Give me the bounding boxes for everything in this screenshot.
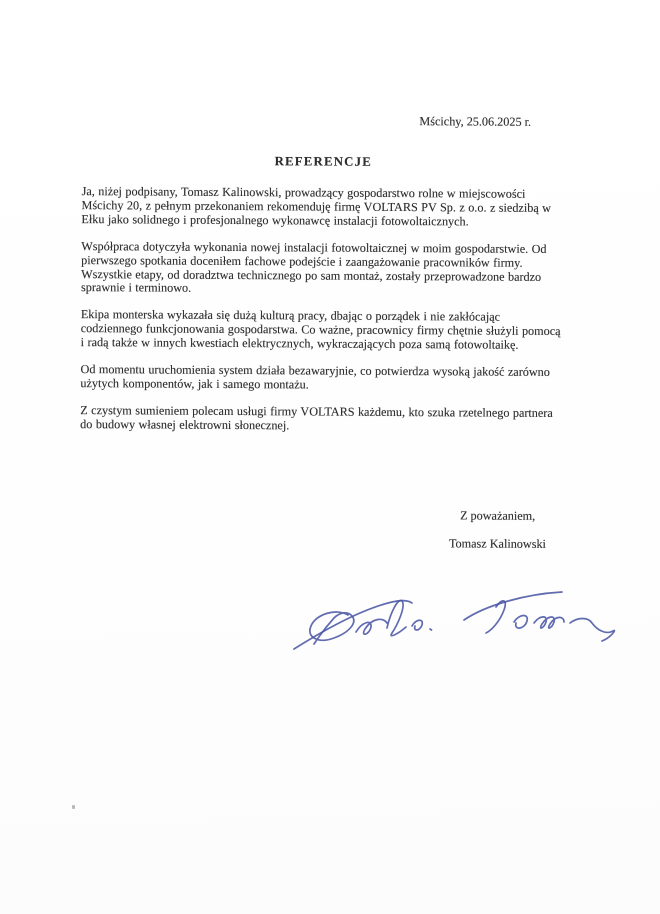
paragraph-system-quality: Od momentu uruchomienia system działa bezawaryjnie, co potwierdza wysoką jakość zarówno użytych komponentów, jak i samego montażu.: [80, 362, 550, 392]
scan-artifact-speck: [72, 805, 75, 809]
signature-ink-strokes: [288, 586, 622, 660]
closing-salutation: Z poważaniem,: [460, 508, 536, 523]
paragraph-introduction: Ja, niżej podpisany, Tomasz Kalinowski, prowadzący gospodarstwo rolne w miejscowości Mścichy 20, z pełnym przekonaniem rekomenduję firmę VOLTARS PV Sp. z o.o. z siedzibą w Ełku jako solidnego i profesjonalnego wykonawcę instalacji fotowoltaicznych.: [81, 184, 552, 229]
paragraph-cooperation: Współpraca dotyczyła wykonania nowej instalacji fotowoltaicznej w moim gospodarstwie. Od pierwszego spotkania doceniłem fachowe podejście i zaangażowanie pracowników firmy. Wszystkie etapy, od doradztwa technicznego po sam montaż, zostały przeprowadzone bardzo sprawnie i terminowo.: [80, 238, 547, 296]
paragraph-recommendation: Z czystym sumieniem polecam usługi firmy VOLTARS każdemu, kto szuka rzetelnego partnera do budowy własnej elektrowni słonecznej.: [80, 402, 553, 433]
letter-title: REFERENCJE: [274, 154, 373, 169]
signatory-name: Tomasz Kalinowski: [448, 536, 547, 551]
handwritten-signature: [288, 586, 622, 660]
date-line: Mścichy, 25.06.2025 r.: [419, 114, 532, 129]
closing-block: [418, 508, 576, 552]
letter-body: [80, 185, 564, 435]
paragraph-installation-team: Ekipa monterska wykazała się dużą kulturą pracy, dbając o porządek i nie zakłócając codziennego funkcjonowania gospodarstwa. Co ważne, pracownicy firmy chętnie służyli pomocą i radą także w innych kwestiach elektrycznych, wykraczających poza samą fotowoltaikę.: [80, 307, 561, 352]
